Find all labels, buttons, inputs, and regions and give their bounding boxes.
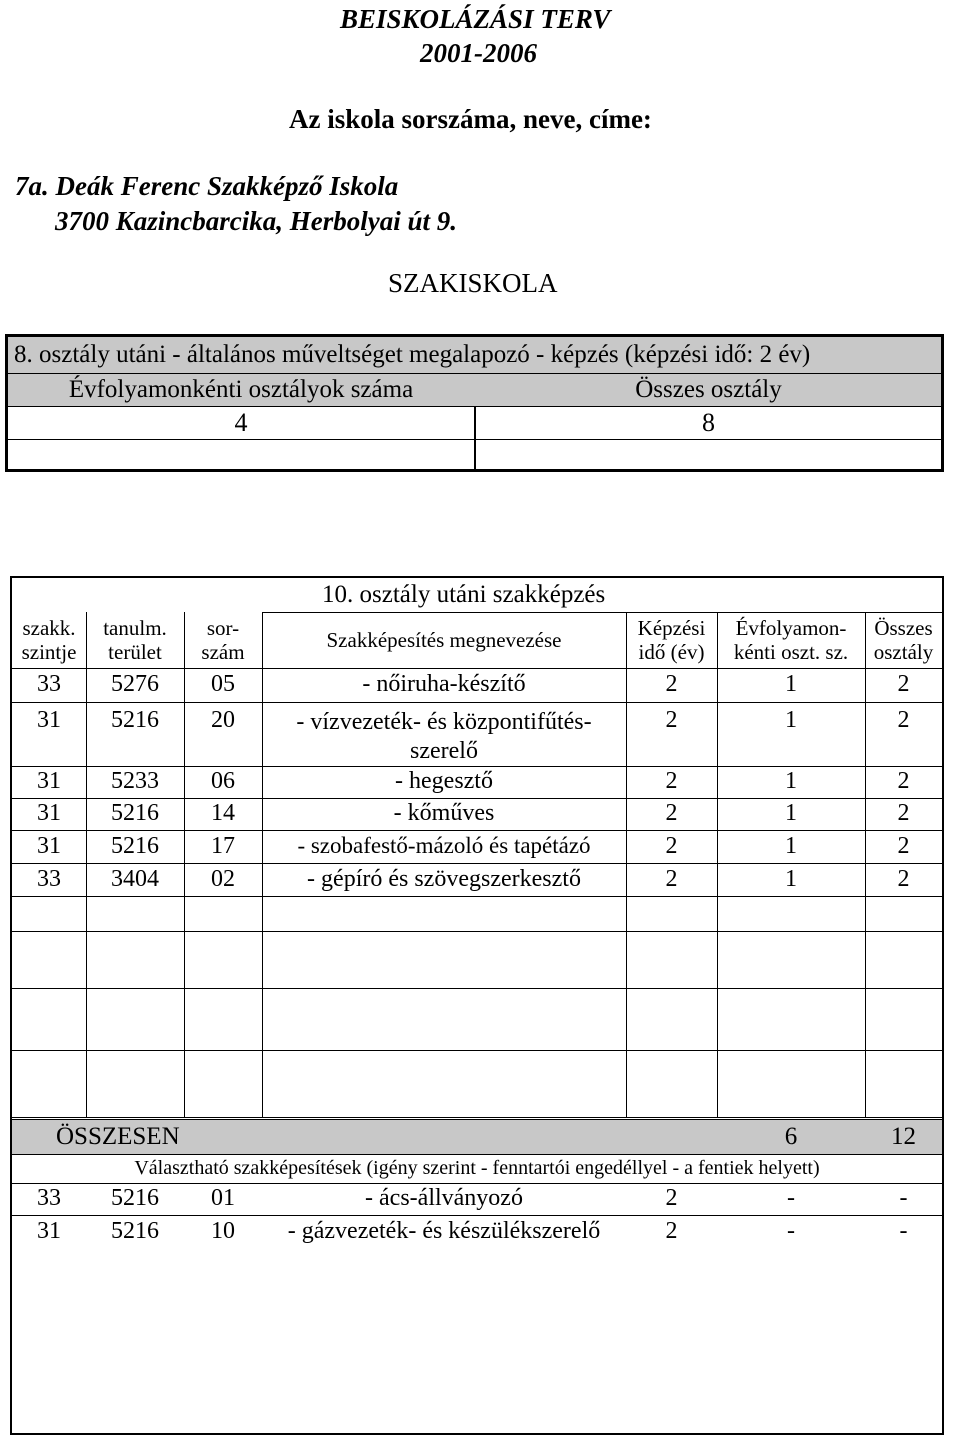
cell-level: 31 — [37, 768, 61, 795]
table-row — [12, 863, 942, 896]
cell-per-year: 1 — [785, 865, 797, 892]
cell-per-year: 1 — [785, 832, 797, 859]
school-address: 3700 Kazincbarcika, Herbolyai út 9. — [55, 206, 458, 236]
cell-duration: 2 — [665, 800, 678, 827]
cell-duration: 2 — [665, 1218, 678, 1245]
cell-level: 33 — [37, 865, 61, 892]
optional-title: Választható szakképesítések (igény szerint - fenntartói engedéllyel - a fentiek helyett) — [134, 1157, 820, 1179]
total-label: ÖSSZESEN — [56, 1122, 180, 1150]
total-per-year: 6 — [784, 1122, 798, 1150]
table-row — [12, 668, 942, 702]
cell-total: - — [899, 1218, 908, 1245]
classes-per-year-value: 4 — [234, 408, 248, 437]
cell-name — [262, 702, 626, 766]
header-per-year-line1: Évfolyamon- — [735, 615, 847, 640]
document-years: 2001-2006 — [420, 38, 537, 68]
cell-per-year: - — [787, 1218, 795, 1245]
col-total-classes: Összes osztály — [635, 376, 782, 403]
cell-total: - — [899, 1185, 908, 1212]
cell-level: 31 — [37, 707, 61, 733]
header-per-year — [717, 612, 865, 668]
header-level — [12, 612, 86, 668]
header-per-year-line2: kénti oszt. sz. — [733, 640, 849, 664]
header-total-line1: Összes — [874, 615, 933, 640]
cell-serial: 01 — [211, 1185, 235, 1212]
cell-serial: 06 — [211, 768, 235, 795]
table-row — [12, 766, 942, 798]
header-name: Szakképesítés megnevezése — [326, 627, 562, 652]
cell-per-year: 1 — [785, 768, 797, 795]
cell-per-year: - — [787, 1185, 795, 1212]
cell-serial: 17 — [211, 832, 235, 859]
table-row — [12, 1183, 942, 1215]
table-row — [12, 830, 942, 863]
cell-name: - kőműves — [393, 800, 495, 827]
header-area-line2: terület — [108, 640, 162, 664]
vocational-table — [10, 576, 944, 1435]
cell-area: 5216 — [111, 1185, 159, 1212]
cell-serial: 20 — [211, 707, 235, 733]
cell-total: 2 — [897, 707, 910, 733]
cell-duration: 2 — [665, 865, 678, 892]
cell-area: 5276 — [111, 671, 159, 698]
cell-level: 31 — [37, 800, 61, 827]
header-duration-line1: Képzési — [637, 615, 706, 640]
cell-name: - gázvezeték- és készülékszerelő — [287, 1218, 601, 1245]
cell-level: 31 — [37, 1218, 61, 1245]
general-training-title: 8. osztály utáni - általános műveltséget megalapozó - képzés (képzési idő: 2 év) — [14, 341, 811, 368]
table-row — [12, 798, 942, 830]
cell-level: 33 — [37, 1185, 61, 1212]
cell-area: 3404 — [111, 865, 159, 892]
document-title: BEISKOLÁZÁSI TERV — [340, 4, 611, 34]
cell-serial: 05 — [211, 671, 235, 698]
table-row — [12, 1215, 942, 1249]
table-row — [12, 702, 942, 766]
cell-area: 5216 — [111, 1218, 159, 1245]
cell-area: 5216 — [111, 832, 159, 859]
cell-area: 5216 — [111, 707, 159, 733]
cell-name: - nőiruha-készítő — [362, 671, 526, 698]
cell-name-line2: szerelő — [410, 737, 478, 764]
cell-name: - hegesztő — [395, 768, 493, 795]
header-duration — [626, 612, 717, 668]
cell-serial: 02 — [211, 865, 235, 892]
total-row — [12, 1120, 942, 1154]
cell-total: 2 — [897, 768, 910, 795]
cell-total: 2 — [897, 671, 910, 698]
header-total-line2: osztály — [873, 640, 934, 664]
header-serial — [184, 612, 262, 668]
cell-level: 31 — [37, 832, 61, 859]
cell-per-year: 1 — [785, 671, 797, 698]
header-level-line1: szakk. — [22, 615, 76, 640]
vocational-title: 10. osztály utáni szakképzés — [322, 580, 606, 608]
cell-total: 2 — [897, 865, 910, 892]
cell-serial: 10 — [211, 1218, 235, 1245]
cell-duration: 2 — [665, 768, 678, 795]
cell-duration: 2 — [665, 671, 678, 698]
col-classes-per-year: Évfolyamonkénti osztályok száma — [68, 376, 414, 403]
cell-serial: 14 — [211, 800, 235, 827]
header-total — [865, 612, 942, 668]
cell-area: 5233 — [111, 768, 159, 795]
total-classes-value: 8 — [702, 408, 715, 437]
general-training-table — [5, 334, 944, 472]
cell-per-year: 1 — [785, 707, 797, 733]
cell-per-year: 1 — [785, 800, 797, 827]
header-serial-line1: sor- — [206, 615, 240, 640]
header-duration-line2: idő (év) — [638, 640, 705, 664]
cell-total: 2 — [897, 800, 910, 827]
cell-name: - ács-állványozó — [365, 1185, 523, 1212]
cell-duration: 2 — [665, 1185, 678, 1212]
cell-area: 5216 — [111, 800, 159, 827]
school-name: 7a. Deák Ferenc Szakképző Iskola — [15, 171, 399, 201]
header-level-line2: szintje — [21, 640, 77, 664]
header-serial-line2: szám — [201, 640, 245, 664]
cell-name: - gépíró és szövegszerkesztő — [307, 865, 581, 892]
cell-level: 33 — [37, 671, 61, 698]
section-title: SZAKISKOLA — [388, 268, 558, 298]
cell-duration: 2 — [665, 832, 678, 859]
header-area-line1: tanulm. — [103, 615, 167, 640]
total-classes: 12 — [891, 1122, 916, 1150]
cell-name: - szobafestő-mázoló és tapétázó — [297, 833, 591, 859]
school-label: Az iskola sorszáma, neve, címe: — [289, 104, 652, 134]
cell-total: 2 — [897, 832, 910, 859]
cell-name-line1: - vízvezeték- és központifűtés- — [296, 709, 592, 735]
cell-duration: 2 — [665, 707, 678, 733]
header-area — [86, 612, 184, 668]
